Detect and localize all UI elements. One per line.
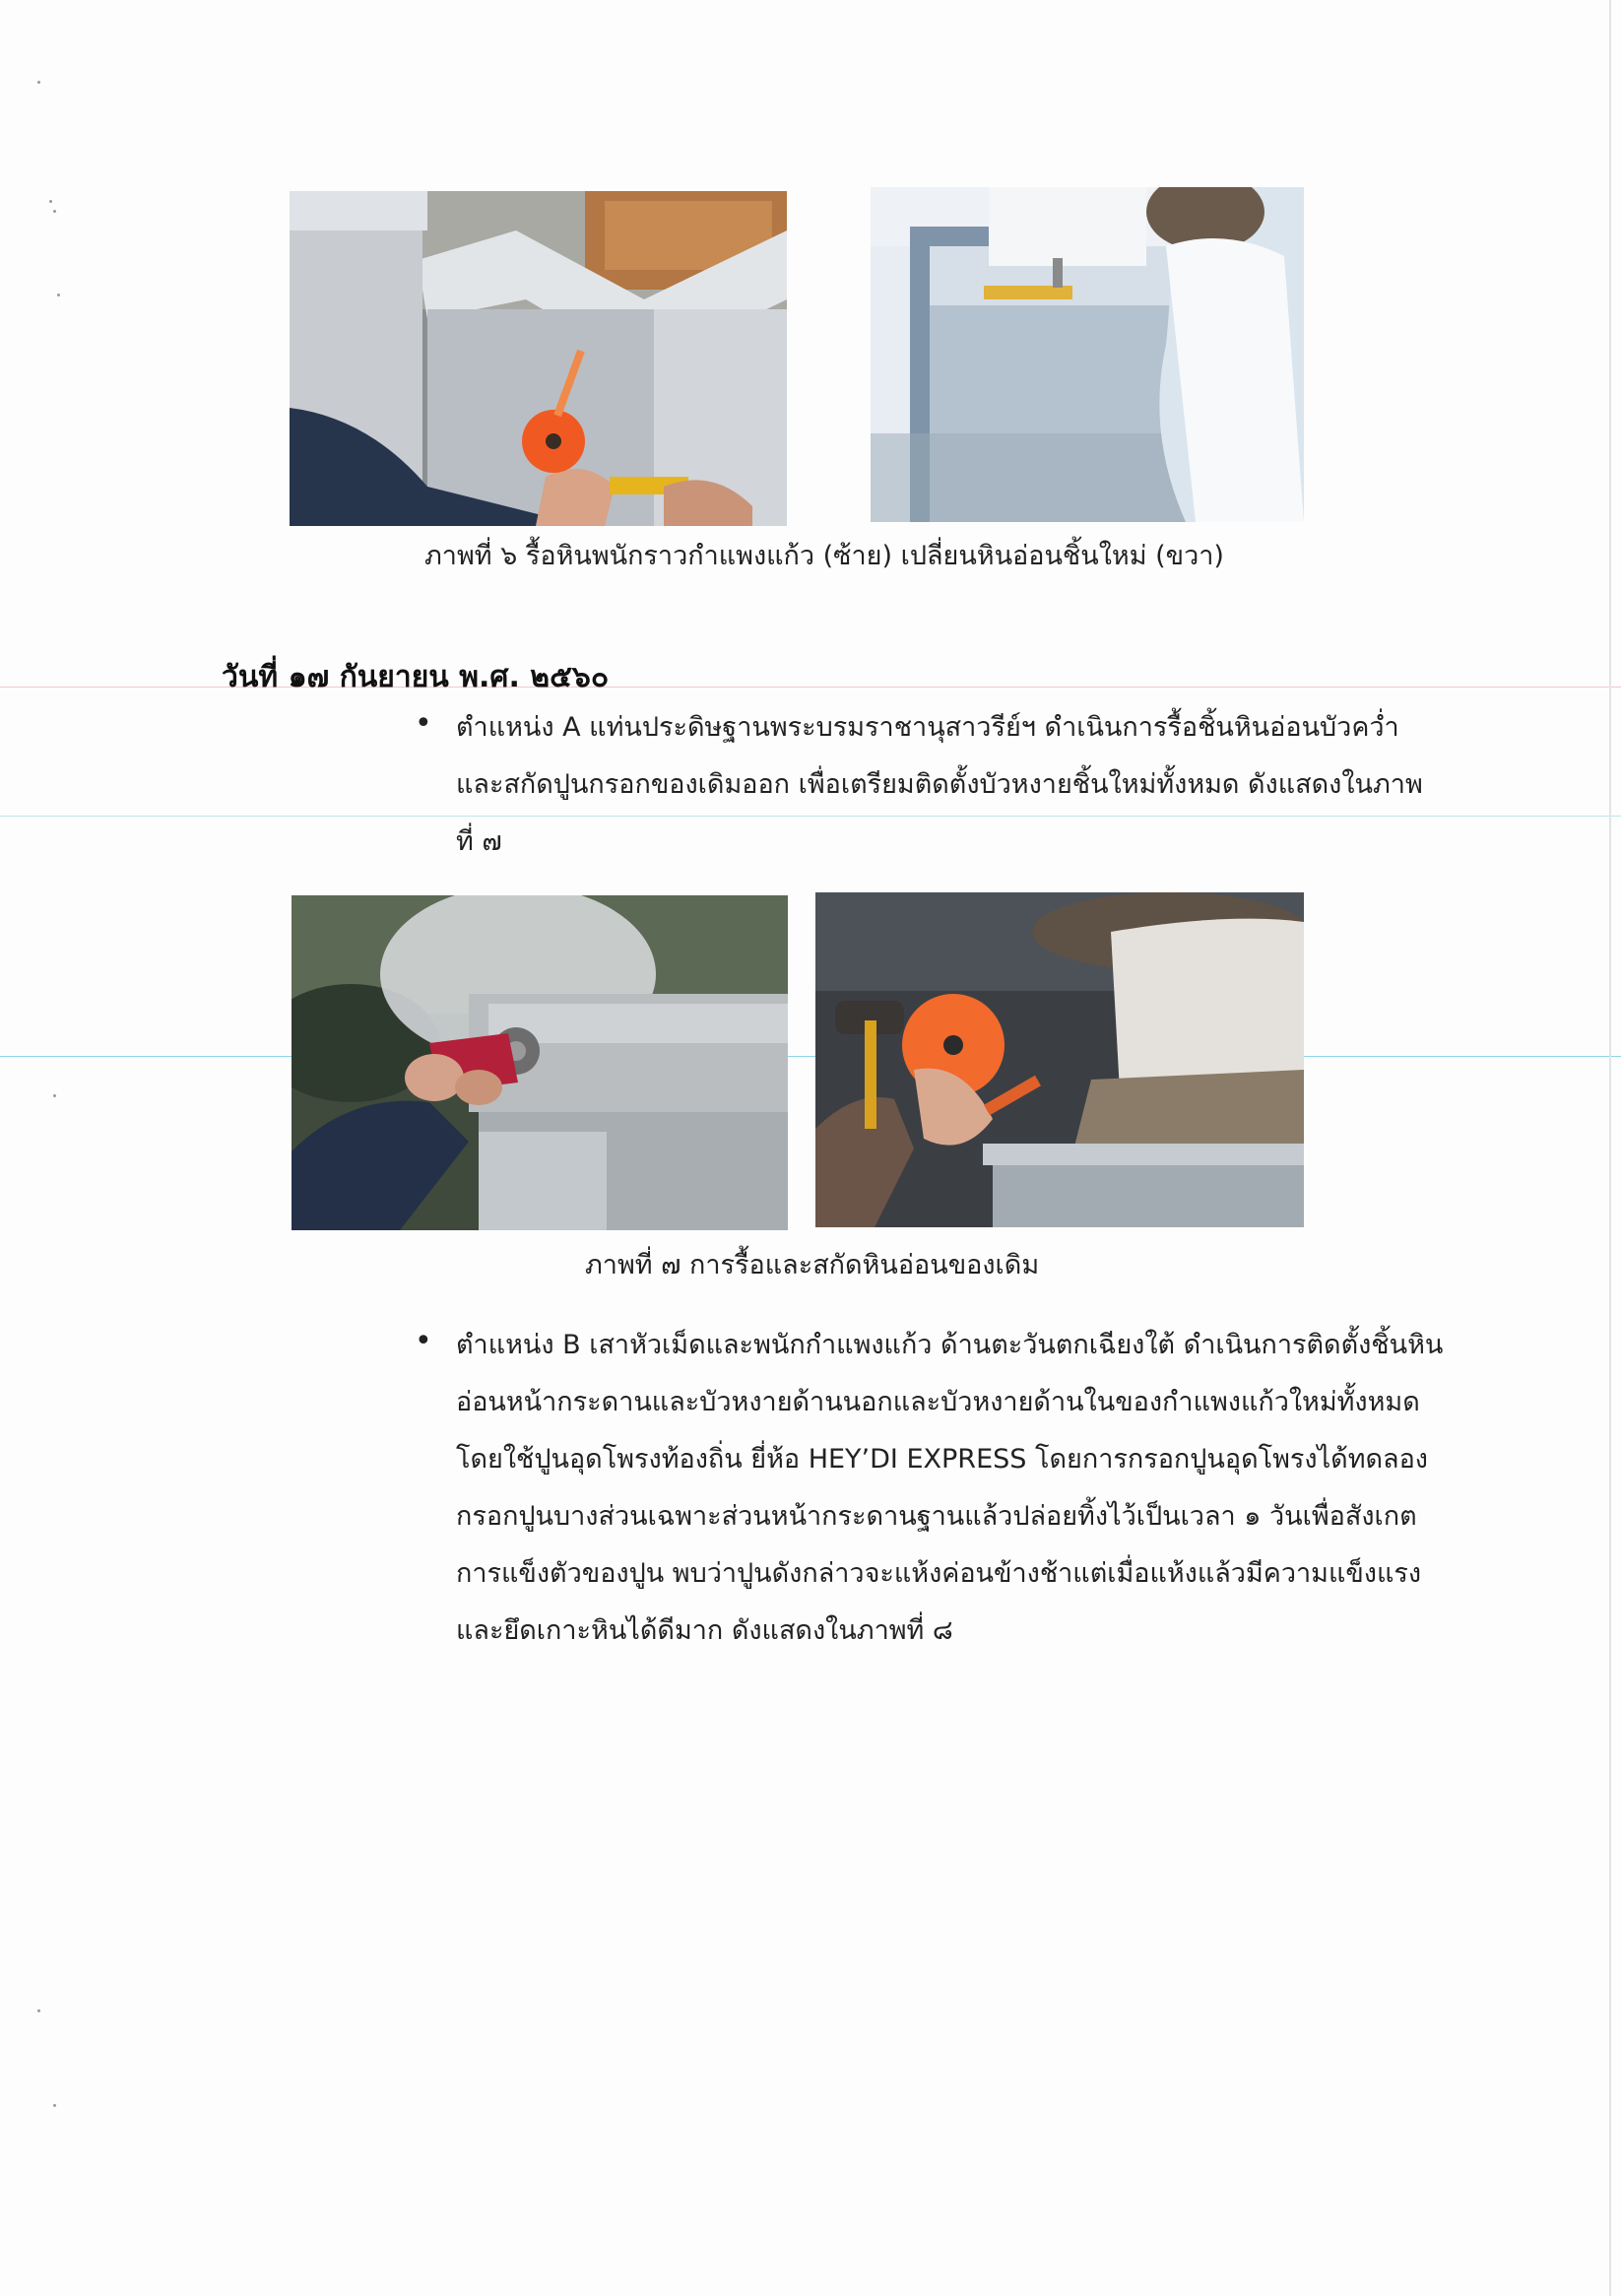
figure7-caption: ภาพที่ ๗ การรื้อและสกัดหินอ่อนของเดิม bbox=[585, 1250, 1040, 1280]
paragraph-line: โดยใช้ปูนอุดโพรงท้องถิ่น ยี่ห้อ HEY’DI EXPRESS โดยการกรอกปูนอุดโพรงได้ทดลอง bbox=[456, 1444, 1428, 1475]
scan-speck bbox=[53, 1094, 56, 1097]
scan-speck bbox=[49, 200, 52, 203]
paragraph-line: ตำแหน่ง B เสาหัวเม็ดและพนักกำแพงแก้ว ด้านตะวันตกเฉียงใต้ ดำเนินการติดตั้งชิ้นหิน bbox=[456, 1330, 1444, 1360]
scan-speck bbox=[37, 81, 40, 84]
bullet-marker: • bbox=[415, 1324, 432, 1358]
figure7-right-photo bbox=[815, 892, 1304, 1227]
paragraph-line: กรอกปูนบางส่วนเฉพาะส่วนหน้ากระดานฐานแล้วปล่อยทิ้งไว้เป็นเวลา ๑ วันเพื่อสังเกต bbox=[456, 1501, 1417, 1532]
scan-line bbox=[0, 1056, 1621, 1057]
figure6-left-photo bbox=[290, 191, 787, 526]
figure6-caption: ภาพที่ ๖ รื้อหินพนักราวกำแพงแก้ว (ซ้าย) เปลี่ยนหินอ่อนชิ้นใหม่ (ขวา) bbox=[424, 541, 1224, 571]
paragraph-line: ที่ ๗ bbox=[456, 826, 502, 857]
figure7-left-photo bbox=[292, 895, 788, 1230]
scan-speck bbox=[37, 2009, 40, 2012]
paragraph-line: การแข็งตัวของปูน พบว่าปูนดังกล่าวจะแห้งค่อนข้างช้าแต่เมื่อแห้งแล้วมีความแข็งแรง bbox=[456, 1558, 1422, 1589]
paragraph-position-b bbox=[456, 1317, 1444, 1660]
bullet-marker: • bbox=[415, 706, 432, 741]
paragraph-line: และสกัดปูนกรอกของเดิมออก เพื่อเตรียมติดตั้งบัวหงายชิ้นใหม่ทั้งหมด ดังแสดงในภาพ bbox=[456, 769, 1423, 800]
paragraph-line: ตำแหน่ง A แท่นประดิษฐานพระบรมราชานุสาวรีย์ฯ ดำเนินการรื้อชิ้นหินอ่อนบัวคว่ำ bbox=[456, 712, 1399, 743]
figure6-right-photo bbox=[871, 187, 1304, 522]
paragraph-position-a bbox=[456, 699, 1423, 871]
scan-speck bbox=[53, 2104, 56, 2107]
paragraph-line: อ่อนหน้ากระดานและบัวหงายด้านนอกและบัวหงายด้านในของกำแพงแก้วใหม่ทั้งหมด bbox=[456, 1387, 1420, 1417]
section-date-heading: วันที่ ๑๗ กันยายน พ.ศ. ๒๕๖๐ bbox=[222, 660, 610, 694]
page-edge bbox=[1609, 0, 1611, 2296]
scan-speck bbox=[53, 210, 56, 213]
scan-speck bbox=[57, 294, 60, 296]
paragraph-line: และยึดเกาะหินได้ดีมาก ดังแสดงในภาพที่ ๘ bbox=[456, 1615, 953, 1646]
